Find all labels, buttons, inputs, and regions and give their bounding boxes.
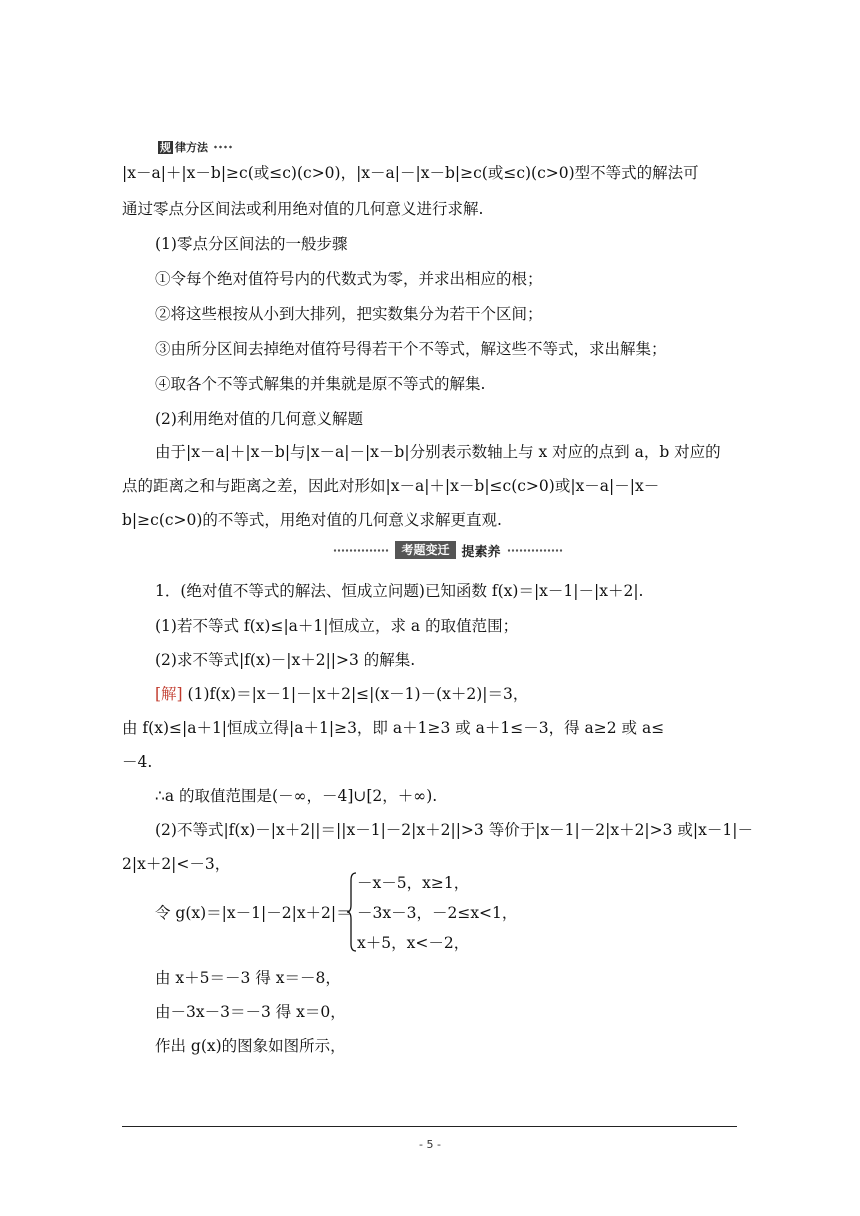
page-number: - 5 - bbox=[419, 1138, 441, 1151]
solution-line: 由 f(x)≤|a＋1|恒成立得|a＋1|≥3，即 a＋1≥3 或 a＋1≤－3，得 a≥2 或 a≤ bbox=[122, 719, 665, 737]
method-badge-dots bbox=[213, 145, 233, 149]
banner-text: 提素养 bbox=[461, 544, 501, 560]
section-banner bbox=[328, 540, 568, 560]
problem-line: (2)求不等式|f(x)－|x＋2||>3 的解集. bbox=[155, 651, 416, 669]
solution-line: (2)不等式|f(x)－|x＋2||＝||x－1|－2|x＋2||>3 等价于|x－1|－2|x＋2|>3 或|x－1|－ bbox=[155, 821, 753, 839]
method-line: 通过零点分区间法或利用绝对值的几何意义进行求解. bbox=[122, 200, 484, 218]
solution-first-line bbox=[155, 683, 528, 705]
solution-line: －4. bbox=[122, 753, 153, 771]
piecewise-brace bbox=[347, 872, 357, 952]
method-line: (2)利用绝对值的几何意义解题 bbox=[155, 410, 363, 428]
method-line: ①令每个绝对值符号内的代数式为零，并求出相应的根； bbox=[155, 270, 543, 288]
piecewise-case: x＋5，x<－2， bbox=[357, 934, 470, 952]
problem-line: (1)若不等式 f(x)≤|a＋1|恒成立，求 a 的取值范围； bbox=[155, 617, 519, 635]
method-badge bbox=[158, 139, 233, 155]
method-line: ②将这些根按从小到大排列，把实数集分为若干个区间； bbox=[155, 305, 543, 323]
method-line: b|≥c(c>0)的不等式，用绝对值的几何意义求解更直观. bbox=[122, 511, 502, 529]
piecewise-case: －3x－3，－2≤x<1， bbox=[357, 904, 518, 922]
banner-box: 考题变迁 bbox=[395, 541, 455, 559]
tail-line: 作出 g(x)的图象如图所示， bbox=[155, 1037, 346, 1055]
solution-line: 2|x＋2|<－3， bbox=[122, 855, 231, 873]
banner-dots-left bbox=[333, 549, 389, 552]
method-line: 点的距离之和与距离之差，因此对形如|x－a|＋|x－b|≤c(c>0)或|x－a|－|x－ bbox=[122, 477, 660, 495]
method-line: (1)零点分区间法的一般步骤 bbox=[155, 235, 348, 253]
method-line: ③由所分区间去掉绝对值符号得若干个不等式，解这些不等式，求出解集； bbox=[155, 340, 667, 358]
method-line: ④取各个不等式解集的并集就是原不等式的解集. bbox=[155, 375, 486, 393]
solution-line: ∴a 的取值范围是(－∞，－4]∪[2，＋∞). bbox=[155, 787, 438, 805]
method-line: 由于|x－a|＋|x－b|与|x－a|－|x－b|分别表示数轴上与 x 对应的点到 a，b 对应的 bbox=[155, 443, 721, 461]
solution-tag: [解] bbox=[155, 685, 183, 703]
piecewise-lead: 令 g(x)＝|x－1|－2|x＋2|＝ bbox=[155, 904, 352, 922]
method-badge-label: 律方法 bbox=[175, 141, 208, 154]
method-badge-box: 规 bbox=[160, 140, 171, 154]
banner-dots-right bbox=[507, 549, 563, 552]
method-line: |x－a|＋|x－b|≥c(或≤c)(c>0)，|x－a|－|x－b|≥c(或≤c)(c>0)型不等式的解法可 bbox=[122, 164, 699, 182]
footer-rule bbox=[122, 1126, 737, 1127]
problem-line: 1．(绝对值不等式的解法、恒成立问题)已知函数 f(x)＝|x－1|－|x＋2|. bbox=[155, 582, 644, 600]
piecewise-case: －x－5，x≥1， bbox=[357, 874, 470, 892]
solution-first-text: (1)f(x)＝|x－1|－|x＋2|≤|(x－1)－(x＋2)|＝3， bbox=[182, 685, 529, 703]
tail-line: 由－3x－3＝－3 得 x＝0， bbox=[155, 1003, 346, 1021]
tail-line: 由 x＋5＝－3 得 x＝－8， bbox=[155, 969, 341, 987]
